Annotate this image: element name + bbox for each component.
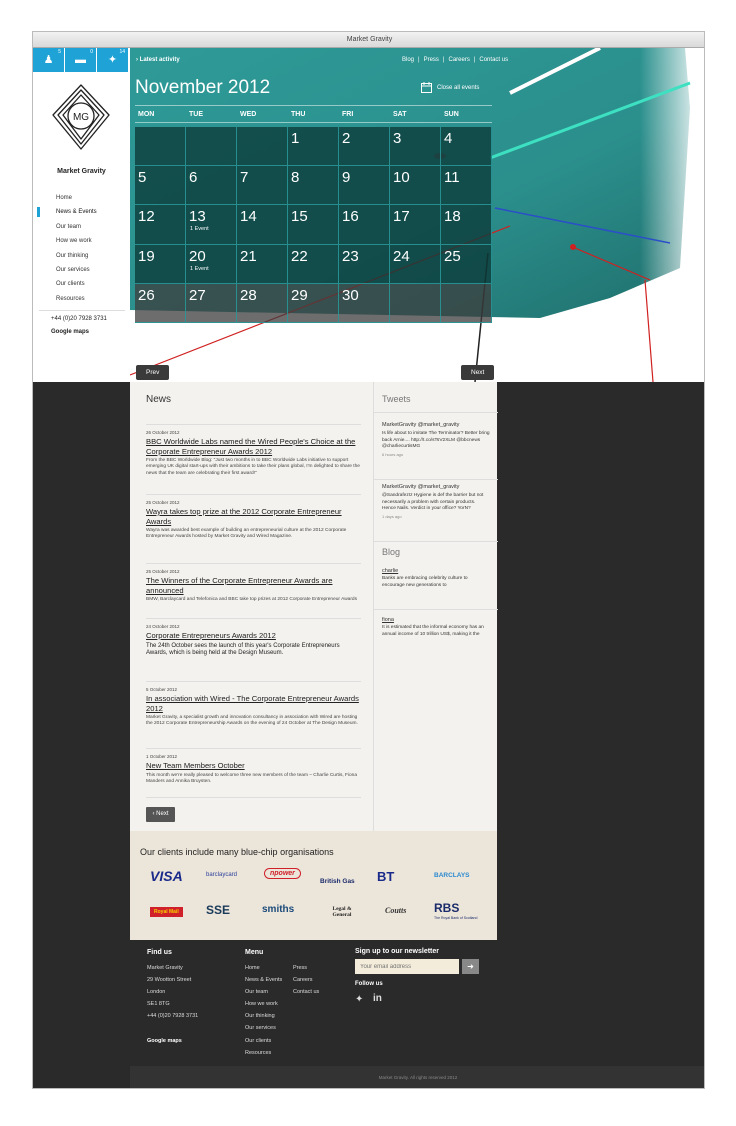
client-logo-coutts: Coutts <box>385 906 407 915</box>
day-number: 22 <box>291 247 308 265</box>
news-next-button[interactable]: ‹ Next <box>146 807 175 822</box>
top-section <box>33 48 705 382</box>
blog-title: Blog <box>382 547 401 557</box>
day-number: 25 <box>444 247 461 265</box>
main-content <box>130 382 497 831</box>
footer-link-contact[interactable]: Contact us <box>293 989 320 996</box>
footer-menu-col1 <box>245 962 282 1059</box>
calendar-icon <box>421 82 432 93</box>
footer-menu-col2 <box>293 962 319 998</box>
weekday-label: SUN <box>444 111 459 118</box>
latest-activity-label: Latest activity <box>139 57 180 63</box>
top-link-press[interactable]: Press <box>423 57 439 63</box>
address-line: +44 (0)20 7928 3731 <box>147 1013 199 1020</box>
day-number: 5 <box>138 169 147 187</box>
calendar-prev-button[interactable]: Prev <box>136 365 169 380</box>
day-number: 8 <box>291 169 300 187</box>
address-line: London <box>147 989 166 996</box>
twitter-bird-icon: ✦ <box>107 54 118 66</box>
blog-item-divider <box>374 609 498 610</box>
article-summary: From the BBC Worldwide Blog: "Just two months in to BBC Worldwide Labs initiative to support emerging UK digital start-ups with their ambitions to take their plans global, I'm delighted to share the news that the team are celebrating their first award!" <box>146 458 360 476</box>
calendar-day-cell[interactable] <box>135 166 186 205</box>
logo-text: MG <box>72 112 90 123</box>
day-number: 29 <box>291 286 308 304</box>
day-number: 21 <box>240 247 257 265</box>
day-number: 15 <box>291 208 308 226</box>
client-logo-legal-general: Legal & General <box>332 906 352 918</box>
arrow-right-icon: ➜ <box>467 962 474 971</box>
calendar-day-cell[interactable] <box>135 284 186 323</box>
calendar-day-cell[interactable] <box>390 205 441 244</box>
news-article <box>146 618 361 658</box>
calendar-day-cell[interactable] <box>186 284 237 323</box>
sidebar-divider <box>39 310 125 311</box>
calendar-empty-cell <box>135 127 186 166</box>
social-bar <box>33 48 130 72</box>
calendar-day-cell[interactable] <box>441 166 492 205</box>
top-link-contact[interactable]: Contact us <box>479 57 509 63</box>
weekday-label: WED <box>240 111 257 118</box>
day-number: 9 <box>342 169 351 187</box>
news-article <box>146 494 361 541</box>
comments-button[interactable] <box>65 48 97 72</box>
article-date: 1 October 2012 <box>146 754 178 759</box>
calendar-day-cell[interactable] <box>186 166 237 205</box>
day-number: 17 <box>393 208 410 226</box>
footer-link-our-thinking[interactable]: Our thinking <box>245 1013 275 1020</box>
day-number: 27 <box>189 286 206 304</box>
footer-menu-title: Menu <box>245 949 264 956</box>
footer-find-us-title: Find us <box>147 949 172 956</box>
article-title-link[interactable]: The Winners of the Corporate Entrepreneur Awards are announced <box>146 576 333 595</box>
client-logo-barclaycard: barclaycard <box>206 872 238 878</box>
people-count: 5 <box>58 49 61 55</box>
day-number: 3 <box>393 130 402 147</box>
tweet-author[interactable]: MarketGravity @market_gravity <box>382 484 460 490</box>
article-summary: Market Gravity, a specialist growth and innovation consultancy in association with Wired are hosting the 2012 Corporate Entrepreneurship Awards on the evening of 24 October at The Design Museum. <box>146 715 358 727</box>
close-all-events-label: Close all events <box>437 84 480 91</box>
comments-count: 0 <box>90 49 93 55</box>
tweets-title: Tweets <box>382 394 411 404</box>
calendar-day-cell[interactable] <box>288 127 339 166</box>
weekday-label: FRI <box>342 111 354 118</box>
blog-divider <box>374 541 498 542</box>
calendar-day-cell[interactable] <box>237 205 288 244</box>
article-summary: This month we're really pleased to welcome three new members of the team – Charlie Curtis, Fiona Manders and Annika Bruysten. <box>146 772 358 784</box>
follow-us-title: Follow us <box>355 981 383 987</box>
calendar-day-cell[interactable] <box>237 245 288 284</box>
nav-item-home[interactable]: Home <box>56 195 73 201</box>
day-number: 28 <box>240 286 257 304</box>
calendar-day-cell[interactable] <box>390 166 441 205</box>
footer-link-how-we-work[interactable]: How we work <box>245 1001 278 1008</box>
news-divider <box>146 797 361 798</box>
calendar-grid <box>135 127 492 323</box>
newsletter-title: Sign up to our newsletter <box>355 948 440 955</box>
blog-item <box>382 568 490 589</box>
nav-item-resources[interactable]: Resources <box>56 295 85 302</box>
nav-item-our-services[interactable]: Our services <box>56 266 90 273</box>
client-logo-british-gas: British Gas <box>320 878 355 885</box>
footer-link-home[interactable]: Home <box>245 965 260 971</box>
calendar-empty-cell <box>237 127 288 166</box>
day-number: 30 <box>342 286 359 304</box>
newsletter-email-input[interactable] <box>355 959 459 974</box>
client-logo-sse: SSE <box>206 903 231 917</box>
logo[interactable] <box>51 83 111 153</box>
article-title-link[interactable]: Wayra takes top prize at the 2012 Corporate Entrepreneur Awards <box>146 507 342 526</box>
nav-item-news-events[interactable]: News & Events <box>33 205 130 219</box>
tweet-item <box>382 484 490 520</box>
calendar-day-cell[interactable] <box>339 205 390 244</box>
weekday-label: SAT <box>393 111 407 118</box>
blog-author-link[interactable]: charlie <box>382 568 399 574</box>
day-number: 13 <box>189 208 206 226</box>
blog-author-link[interactable]: fiona <box>382 617 394 623</box>
calendar-month-title: November 2012 <box>135 77 271 98</box>
day-number: 14 <box>240 208 257 226</box>
top-link-sep: | <box>442 57 445 63</box>
twitter-count: 14 <box>119 49 125 55</box>
news-article <box>146 563 361 603</box>
article-summary: Wayra was awarded best example of building an entrepreneurial culture at the 2012 Corporate Entrepreneur Awards hosted by Market Gravity and Wired Magazine. <box>146 528 347 540</box>
footer <box>130 940 705 1057</box>
latest-activity-link[interactable]: › Latest activity <box>136 57 180 63</box>
tweet-item <box>382 422 490 458</box>
browser-window <box>32 31 705 1089</box>
calendar-day-cell[interactable] <box>135 205 186 244</box>
calendar-empty-cell <box>441 284 492 323</box>
address-line: 29 Wootton Street <box>147 977 192 984</box>
calendar-day-cell[interactable] <box>288 245 339 284</box>
calendar-day-cell[interactable] <box>339 245 390 284</box>
calendar-day-cell[interactable] <box>390 245 441 284</box>
footer-link-our-clients[interactable]: Our clients <box>245 1037 272 1044</box>
tweet-author[interactable]: MarketGravity @market_gravity <box>382 422 460 428</box>
day-number: 23 <box>342 247 359 265</box>
article-date: 25 October 2012 <box>146 569 180 574</box>
calendar-empty-cell <box>186 127 237 166</box>
client-logo-rbs-tagline: The Royal Bank of Scotland <box>434 916 478 920</box>
client-logo-barclays: BARCLAYS <box>434 872 470 879</box>
copyright: Market Gravity. All rights reserved 2012 <box>130 1066 705 1089</box>
footer-link-news-events[interactable]: News & Events <box>245 977 283 984</box>
weekday-label: MON <box>138 111 155 118</box>
window-title: Market Gravity <box>33 32 705 48</box>
news-title: News <box>146 394 172 405</box>
nav-item-our-clients[interactable]: Our clients <box>56 281 85 288</box>
clients-title: Our clients include many blue-chip organisations <box>140 847 334 857</box>
article-summary: BMW, Barclaycard and Telefonica and BBC take top prizes at 2012 Corporate Entrepreneur Awards <box>146 597 358 602</box>
people-icon: ♟ <box>43 54 54 66</box>
day-number: 20 <box>189 247 206 265</box>
calendar-day-cell[interactable] <box>441 127 492 166</box>
calendar-day-cell[interactable] <box>288 166 339 205</box>
footer-link-careers[interactable]: Careers <box>293 977 313 984</box>
day-number: 18 <box>444 208 461 226</box>
brand-name: Market Gravity <box>57 168 106 175</box>
article-date: 25 October 2012 <box>146 500 180 505</box>
calendar-day-cell[interactable] <box>186 245 237 284</box>
client-logo-royal-mail: Royal Mail <box>150 907 183 917</box>
article-title-link[interactable]: New Team Members October <box>146 761 245 770</box>
footer-link-our-team[interactable]: Our team <box>245 989 268 996</box>
nav-item-how-we-work[interactable]: How we work <box>56 238 92 245</box>
sidebar-nav <box>33 191 130 306</box>
blog-item <box>382 617 490 638</box>
calendar-day-cell[interactable] <box>339 166 390 205</box>
client-logo-rbs: RBS <box>434 901 460 915</box>
top-link-sep: | <box>418 57 420 63</box>
calendar-day-cell[interactable] <box>441 245 492 284</box>
day-number: 2 <box>342 130 351 147</box>
weekday-label: TUE <box>189 111 203 118</box>
blog-excerpt: It is estimated that the informal economy has an annual income of 10 trillion US$, making it the <box>382 625 484 637</box>
day-number: 6 <box>189 169 198 187</box>
article-date: 26 October 2012 <box>146 430 180 435</box>
article-title-link[interactable]: In association with Wired - The Corporate Entrepreneur Awards 2012 <box>146 694 359 713</box>
calendar-day-cell[interactable] <box>441 205 492 244</box>
blog-excerpt: Banks are embracing celebrity culture to encourage new generations to <box>382 576 468 588</box>
event-count-label[interactable]: 1 Event <box>190 265 209 272</box>
day-number: 24 <box>393 247 410 265</box>
top-link-careers[interactable]: Careers <box>448 57 470 63</box>
calendar-day-cell[interactable] <box>339 284 390 323</box>
article-title-link[interactable]: Corporate Entrepreneurs Awards 2012 <box>146 631 276 640</box>
twitter-button[interactable] <box>97 48 129 72</box>
footer-address <box>147 962 198 1022</box>
weekday-label: THU <box>291 111 306 118</box>
calendar-day-cell[interactable] <box>186 205 237 244</box>
calendar-day-cell[interactable] <box>237 166 288 205</box>
day-number: 12 <box>138 208 155 226</box>
client-logo-smiths: smiths <box>262 904 295 915</box>
tweet-time: 6 hours ago <box>382 452 404 458</box>
calendar-day-cell[interactable] <box>288 205 339 244</box>
day-number: 10 <box>393 169 410 187</box>
client-logo-bt: BT <box>377 869 395 884</box>
calendar-day-cell[interactable] <box>339 127 390 166</box>
calendar-empty-cell <box>390 284 441 323</box>
address-line: Market Gravity <box>147 965 183 971</box>
nav-item-our-team[interactable]: Our team <box>56 223 82 230</box>
footer-link-our-services[interactable]: Our services <box>245 1025 276 1032</box>
tweet-divider <box>374 479 498 480</box>
day-number: 11 <box>444 169 460 187</box>
article-summary: The 24th October sees the launch of this year's Corporate Entrepreneurs Awards, which is being held at the Design Museum. <box>146 642 340 657</box>
footer-link-resources[interactable]: Resources <box>245 1049 272 1056</box>
news-article <box>146 748 361 785</box>
footer-google-maps-link[interactable]: Google maps <box>147 1038 182 1044</box>
close-all-events-button[interactable] <box>421 82 479 93</box>
sidebar-google-maps-link[interactable]: Google maps <box>51 329 90 335</box>
calendar-day-cell[interactable] <box>288 284 339 323</box>
calendar-day-cell[interactable] <box>390 127 441 166</box>
day-number: 7 <box>240 169 249 187</box>
sidebar-phone: +44 (0)20 7928 3731 <box>51 316 107 322</box>
tweets-divider <box>374 412 498 413</box>
tweet-text: Is life about to imitate The Terminator? Better bring back Arnie.... http://t.co/sTsV2XLM @bbcnews @charliecurtisMG <box>382 431 490 449</box>
day-number: 26 <box>138 286 155 304</box>
people-button[interactable] <box>33 48 65 72</box>
newsletter-submit-button[interactable] <box>462 959 479 974</box>
event-count-label[interactable]: 1 Event <box>190 226 209 233</box>
tweet-time: 1 days ago <box>382 514 402 520</box>
twitter-footer-icon[interactable]: ✦ <box>355 994 364 1005</box>
calendar-day-cell[interactable] <box>237 284 288 323</box>
footer-link-press[interactable]: Press <box>293 965 308 971</box>
day-number: 19 <box>138 247 155 265</box>
client-logo-npower: npower <box>264 868 301 879</box>
linkedin-icon[interactable]: in <box>373 993 382 1004</box>
day-number: 1 <box>291 130 300 147</box>
sidebar-feed <box>373 382 497 831</box>
news-article <box>146 424 361 477</box>
address-line: SE1 8TG <box>147 1001 170 1008</box>
tweet-text: @SandrafezIz Hygiene is def the barrier but not necessarily a problem with certain products. Hence Nails. Verdict in your office? YorN? <box>382 493 484 511</box>
speech-bubble-icon: ▬ <box>75 54 86 66</box>
calendar-next-button[interactable]: Next <box>461 365 494 380</box>
top-links <box>402 57 508 63</box>
top-link-blog[interactable]: Blog <box>402 57 415 63</box>
day-number: 4 <box>444 130 453 147</box>
calendar-weekday-header <box>135 105 492 123</box>
clients-section <box>130 831 497 940</box>
article-title-link[interactable]: BBC Worldwide Labs named the Wired People's Choice at the Corporate Entrepreneur Awards 2012 <box>146 437 356 456</box>
top-link-sep: | <box>473 57 476 63</box>
nav-item-our-thinking[interactable]: Our thinking <box>56 252 89 259</box>
article-date: 24 October 2012 <box>146 624 180 629</box>
day-number: 16 <box>342 208 359 226</box>
article-date: 5 October 2012 <box>146 687 178 692</box>
calendar-day-cell[interactable] <box>135 245 186 284</box>
client-logo-visa: VISA <box>150 868 183 884</box>
news-article <box>146 681 361 728</box>
